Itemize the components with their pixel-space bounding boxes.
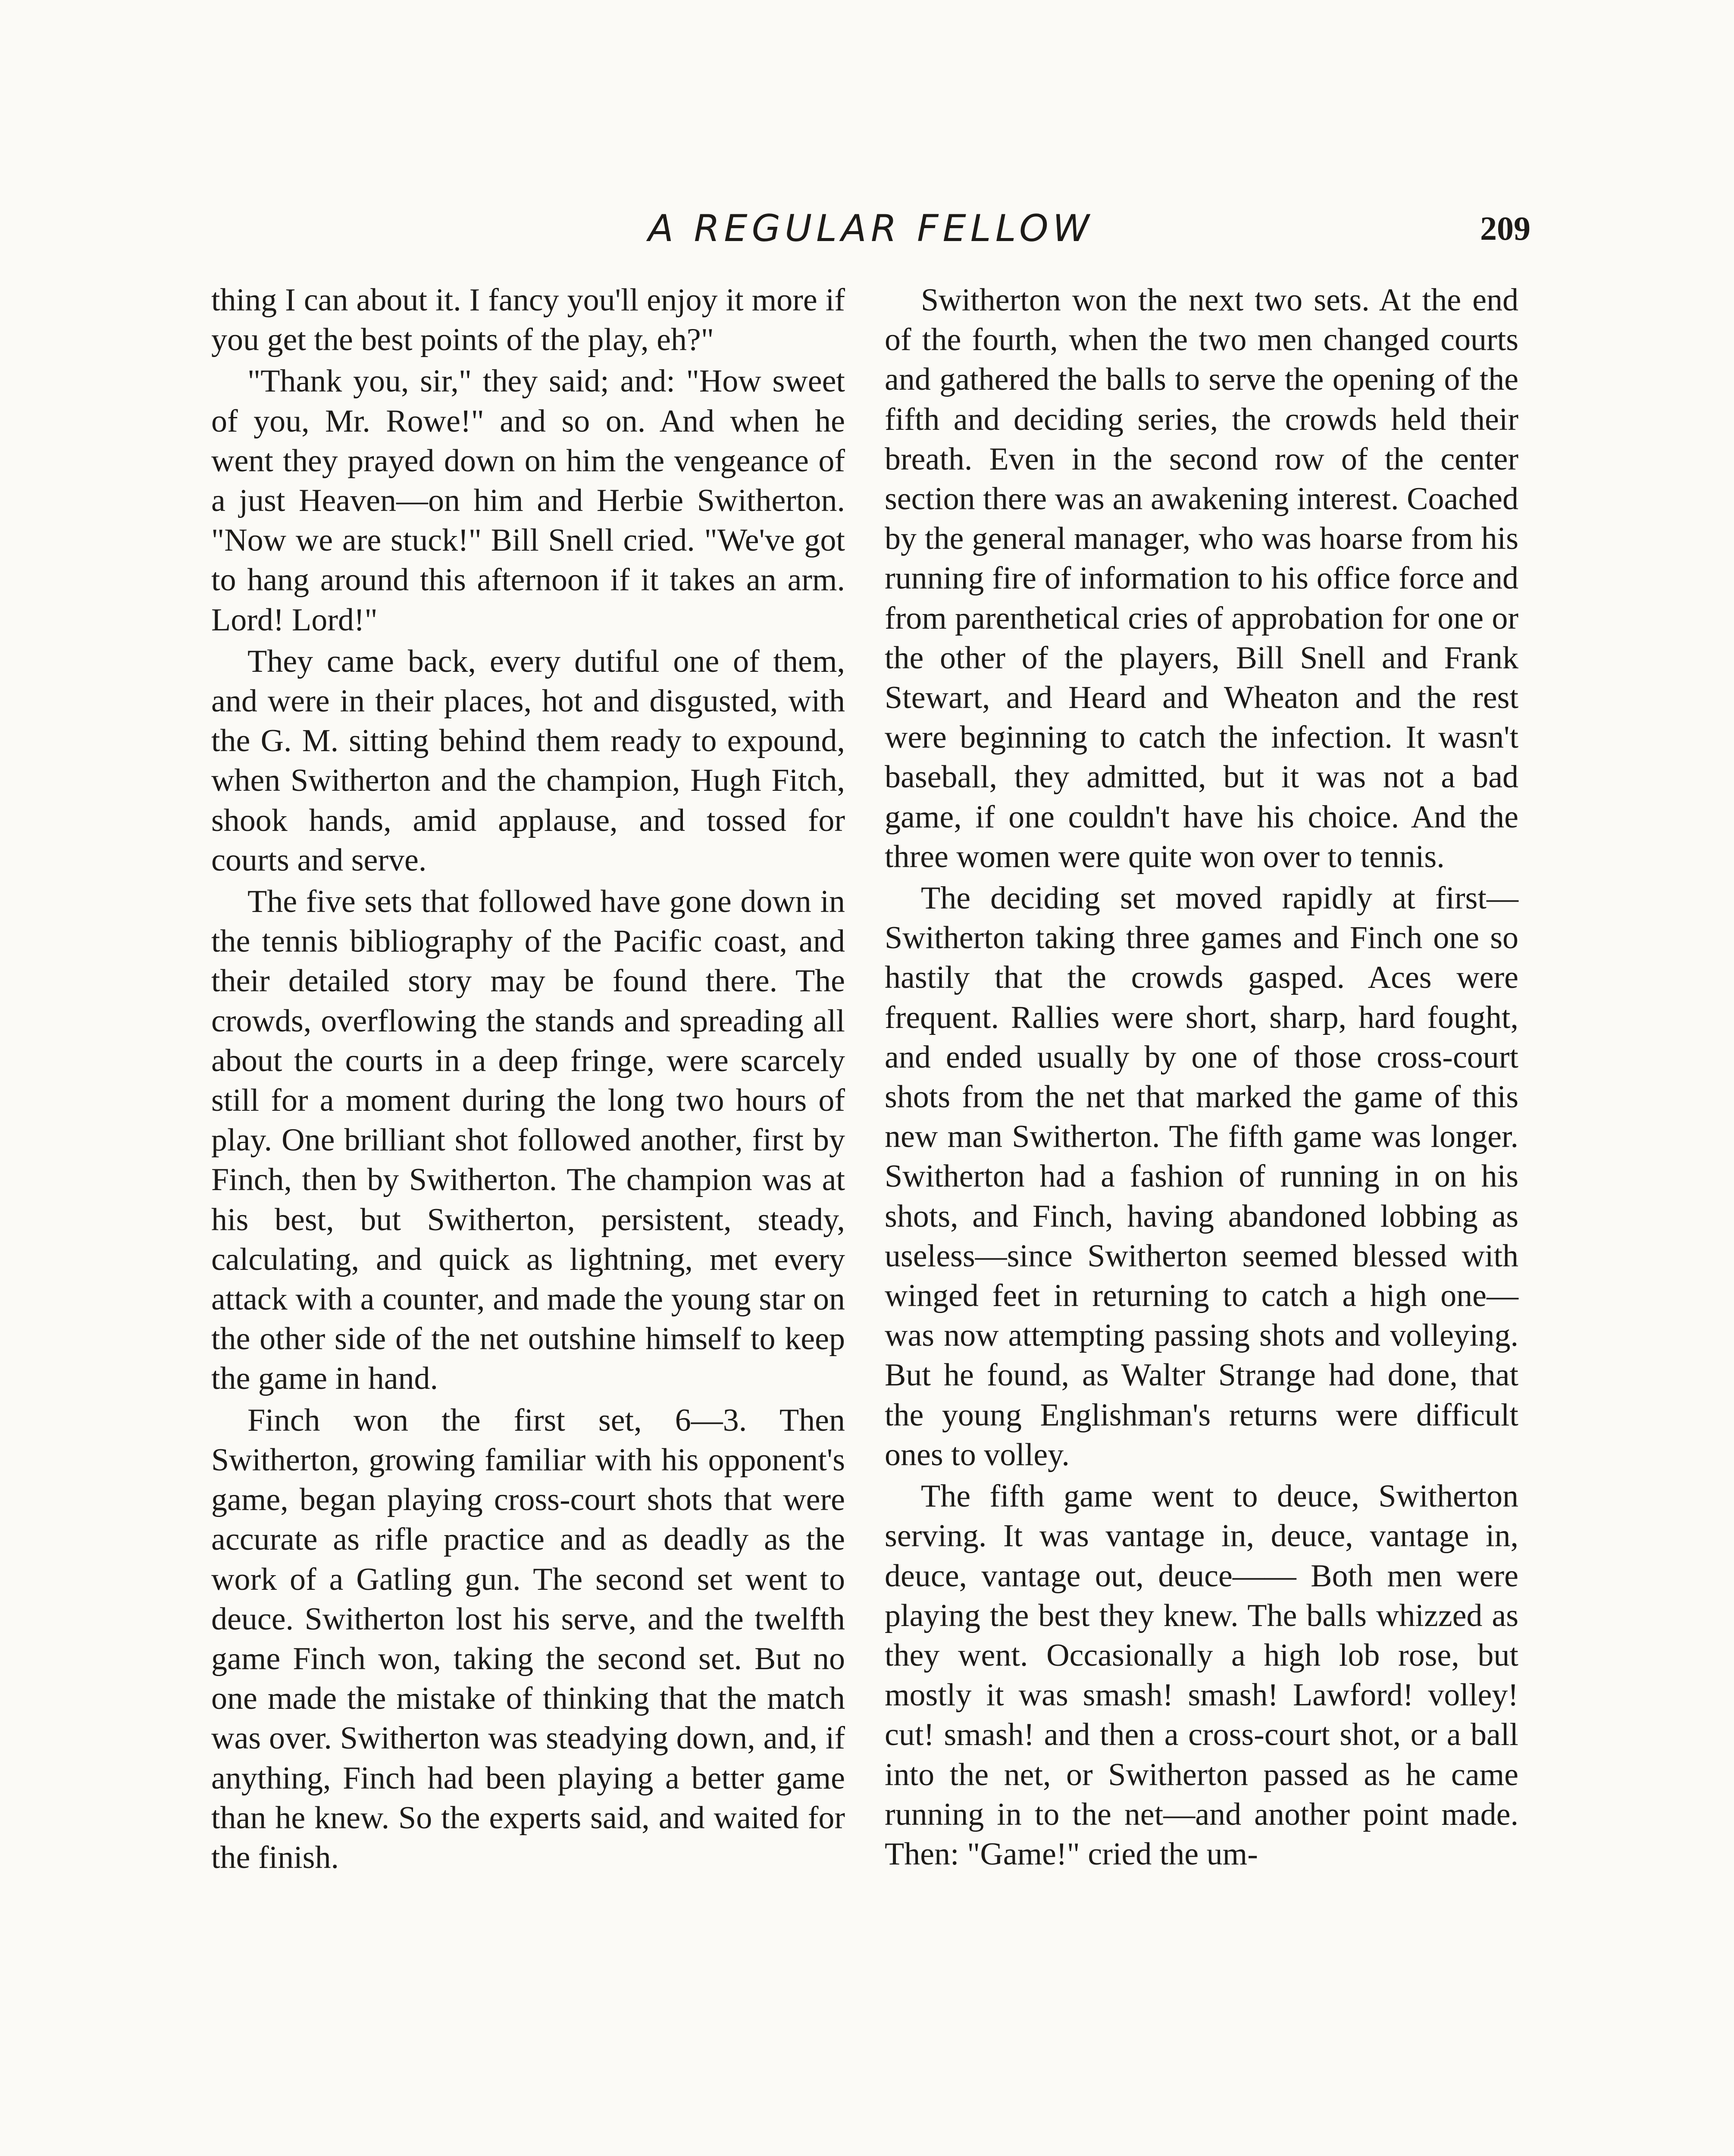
paragraph: The five sets that followed have gone down in the tennis bibliography of the Pacific coast, and their detailed story may be found there. The crowds, overflowing the stands and spreading all about the courts in a deep fringe, were scarcely still for a moment during the long two hours of play. One brilliant shot followed another, first by Finch, then by Switherton. The champion was at his best, but Switherton, persistent, steady, calculating, and quick as lightning, met every attack with a counter, and made the young star on the other side of the net outshine himself to keep the game in hand. xyxy=(211,884,845,1397)
page-header xyxy=(211,203,1531,254)
text-column-left xyxy=(211,280,845,2156)
paragraph: "Thank you, sir," they said; and: "How sweet of you, Mr. Rowe!" and so on. And when he went they prayed down on him the vengeance of a just Heaven—on him and Herbie Switherton. "Now we are stuck!" Bill Snell cried. "We've got to hang around this afternoon if it takes an arm. Lord! Lord!" xyxy=(211,364,845,638)
running-title: A REGULAR FELLOW xyxy=(648,207,1094,250)
paragraph: They came back, every dutiful one of them, and were in their places, hot and disgusted, with the G. M. sitting behind them ready to expound, when Switherton and the champion, Hugh Fitch, shook hands, amid applause, and tossed for courts and serve. xyxy=(211,643,845,878)
paragraph: thing I can about it. I fancy you'll enjoy it more if you get the best points of the play, eh?" xyxy=(211,282,845,358)
paragraph: The deciding set moved rapidly at first—Switherton taking three games and Finch one so hastily that the crowds gasped. Aces were frequent. Rallies were short, sharp, hard fought, and ended usually by one of those cross-court shots from the net that marked the game of this new man Switherton. The fifth game was longer. Switherton had a fashion of running in on his shots, and Finch, having abandoned lobbing as useless—since Switherton seemed blessed with winged feet in returning to catch a high one—was now attempting passing shots and volleying. But he found, as Walter Strange had done, that the young Englishman's returns were difficult ones to volley. xyxy=(885,881,1518,1473)
paragraph: Switherton won the next two sets. At the end of the fourth, when the two men changed courts and gathered the balls to serve the opening of the fifth and deciding series, the crowds held their breath. Even in the second row of the center section there was an awakening interest. Coached by the general manager, who was hoarse from his running fire of information to his office force and from parenthetical cries of approbation for one or the other of the players, Bill Snell and Frank Stewart, and Heard and Wheaton and the rest were beginning to catch the infection. It wasn't baseball, they admitted, but it was not a bad game, if one couldn't have his choice. And the three women were quite won over to tennis. xyxy=(885,282,1518,874)
text-column-right xyxy=(885,280,1518,2156)
paragraph: Finch won the first set, 6—3. Then Switherton, growing familiar with his opponent's game, began playing cross-court shots that were accurate as rifle practice and as deadly as the work of a Gatling gun. The second set went to deuce. Switherton lost his serve, and the twelfth game Finch won, taking the second set. But no one made the mistake of thinking that the match was over. Switherton was steadying down, and, if anything, Finch had been playing a better game than he knew. So the experts said, and waited for the finish. xyxy=(211,1402,845,1875)
page-number: 209 xyxy=(1480,210,1531,247)
paragraph: The fifth game went to deuce, Switherton serving. It was vantage in, deuce, vantage in, deuce, vantage out, deuce—— Both men were playing the best they knew. The balls whizzed as they went. Occasionally a high lob rose, but mostly it was smash! smash! Lawford! volley! cut! smash! and then a cross-court shot, or a ball into the net, or Switherton passed as he came running in to the net—and another point made. Then: "Game!" cried the um- xyxy=(885,1479,1518,1872)
